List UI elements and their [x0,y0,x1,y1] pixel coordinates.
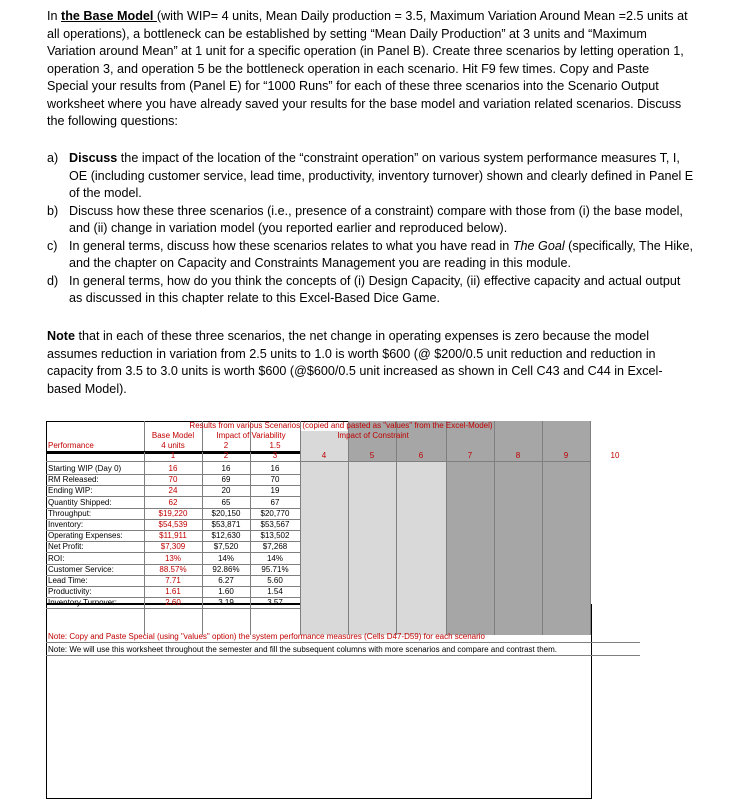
row-value: $12,630 [211,531,241,541]
question-c-label: c) [47,238,58,253]
note-text: that in each of these three scenarios, the net change in operating expenses is zero because the model assumes reduction in variation from 2.5 units to 1.0 is worth $600 (@ $200/0.5 unit reduction and reduction in capacity from 3.5 to 3.0 units is worth $600 (@$600/0.5 unit increased as shown in Cell C43 and C44 in Excel-based Model). [47,329,663,396]
column-number: 1 [170,451,176,460]
row-label: Quantity Shipped: [48,497,112,507]
question-a-bold: Discuss [69,151,118,165]
column-number: 7 [467,451,473,460]
row-value: $13,502 [260,531,290,541]
question-c-book-title: The Goal [512,238,565,253]
sheet-note-1: Note: Copy and Paste Special (using "values" option) the system performance measures (Cells D47-D59) for each scenario [48,632,485,641]
sheet-note-2: Note: We will use this worksheet throughout the semester and fill the subsequent columns with more scenarios and compare and contrast them. [48,645,557,654]
row-value: 69 [221,475,231,485]
note-paragraph [47,328,692,398]
column-number: 3 [272,451,278,460]
scenario-output-table [46,421,640,661]
header-performance: Performance [48,441,94,450]
row-value: 5.60 [267,576,283,585]
grid-hline [46,461,590,462]
row-value: 24 [168,486,178,496]
column-number: 2 [223,451,229,460]
header-var-15: 1.5 [269,441,281,450]
column-number: 8 [515,451,521,460]
question-c-text-start: In general terms, discuss how these scenarios relates to what you have read in [69,238,513,253]
question-b-label: b) [47,203,59,218]
row-value: $7,268 [262,542,288,552]
row-value: 1.61 [165,587,181,597]
row-value: 13% [164,553,181,563]
row-value: 70 [270,475,280,485]
column-number: 10 [610,451,620,460]
row-value: 1.54 [267,587,283,597]
header-units: 4 units [161,441,185,450]
question-c-text-end: (specifically, The Hike, and the chapter on Capacity and Constraints Management you are reading in this module. [69,238,693,270]
row-value: 7.71 [165,576,181,585]
row-label: Ending WIP: [48,486,93,496]
row-value: 19 [270,486,280,496]
row-value: $54,539 [158,520,188,529]
column-number: 6 [418,451,424,460]
row-label: Lead Time: [48,576,88,585]
column-number: 5 [369,451,375,460]
row-value: 65 [221,497,231,507]
question-list [47,150,695,308]
row-value: 92.86% [212,564,240,574]
note-bottom [46,655,640,656]
row-value: $20,770 [260,508,290,518]
question-a-text: the impact of the location of the “constraint operation” on various system performance measures T, I, OE (including customer service, lead time, productivity, inventory turnover) shown and clearly defined in Panel E of the model. [69,151,694,200]
row-value: 2.60 [165,598,181,608]
row-label: Productivity: [48,587,92,597]
row-label: Customer Service: [48,564,114,574]
base-model-emphasis: the Base Model [61,9,157,23]
question-a-label: a) [47,151,59,165]
row-value: 6.27 [218,576,234,585]
question-d [47,273,695,308]
intro-text-body: (with WIP= 4 units, Mean Daily production = 3.5, Maximum Variation Around Mean =2.5 units at all operations), a bottleneck can be established by setting “Mean Daily Production” at 3 units and “Maximum Variation around Mean” at 1 unit for a specific operation (in Panel B). Create three scenarios by letting operation 1, operation 3, and operation 5 be the bottleneck operation in each scenario. Hit F9 few times. Copy and Paste Special your results from (Panel E) for “1000 Runs” for each of these three scenarios into the Scenario Output worksheet where you have already saved your results for the base model and variation related scenarios. Discuss the following questions: [47,9,688,128]
row-value: 3.57 [267,598,283,608]
row-value: 70 [168,475,178,485]
row-value: $11,911 [159,531,187,541]
header-impact-variability: Impact of Variability [216,431,286,440]
row-value: 1.60 [218,587,234,597]
row-value: 20 [221,486,231,496]
row-value: $20,150 [211,508,241,518]
note-bold: Note [47,329,75,343]
note-divider [46,642,640,643]
scenario-cols-4-6-fill [300,461,446,635]
row-label: RM Released: [48,475,99,485]
row-label: Starting WIP (Day 0) [48,464,122,473]
question-d-text: In general terms, how do you think the concepts of (i) Design Capacity, (ii) effective capacity and actual output as discussed in this chapter relate to this Excel-Based Dice Game. [69,273,681,305]
row-value: 88.57% [159,564,187,574]
row-label: Net Profit: [48,542,84,552]
row-label: Throughput: [48,508,92,518]
row-label: Operating Expenses: [48,531,123,541]
scenario-cols-7-10-fill [446,461,590,635]
row-label: Inventory Turnover: [48,598,117,608]
header-base-model: Base Model [151,431,195,440]
row-value: 16 [221,464,231,473]
question-c [47,238,695,273]
header-var-2: 2 [223,441,229,450]
question-b-text: Discuss how these three scenarios (i.e., presence of a constraint) compare with those from (i) the base model, and (ii) change in variation model (you reported earlier and reproduced below). [69,203,683,235]
row-value: 62 [168,497,178,507]
row-value: $53,567 [260,520,290,529]
intro-paragraph [47,8,692,131]
row-value: 16 [168,464,178,473]
intro-text-start: In [47,9,62,23]
text-cursor [46,681,47,696]
row-value: 67 [270,497,280,507]
row-divider [46,608,300,609]
row-value: 95.71% [261,564,289,574]
row-label: ROI: [48,553,65,563]
row-value: 3.19 [218,598,234,608]
header-results: Results from various Scenarios (copied and pasted as "values" from the Excel-Model) [189,421,493,430]
question-d-label: d) [47,273,59,288]
row-value: $19,220 [158,508,188,518]
row-value: 16 [270,464,280,473]
row-label: Inventory: [48,520,84,529]
row-value: 14% [266,553,283,563]
column-number: 9 [563,451,569,460]
row-value: 14% [217,553,234,563]
row-value: $7,520 [213,542,239,552]
column-number: 4 [321,451,327,460]
question-a [47,150,695,203]
header-impact-constraint: Impact of Constraint [337,431,409,440]
question-b [47,203,695,238]
row-value: $53,871 [211,520,241,529]
row-value: $7,309 [160,542,186,552]
